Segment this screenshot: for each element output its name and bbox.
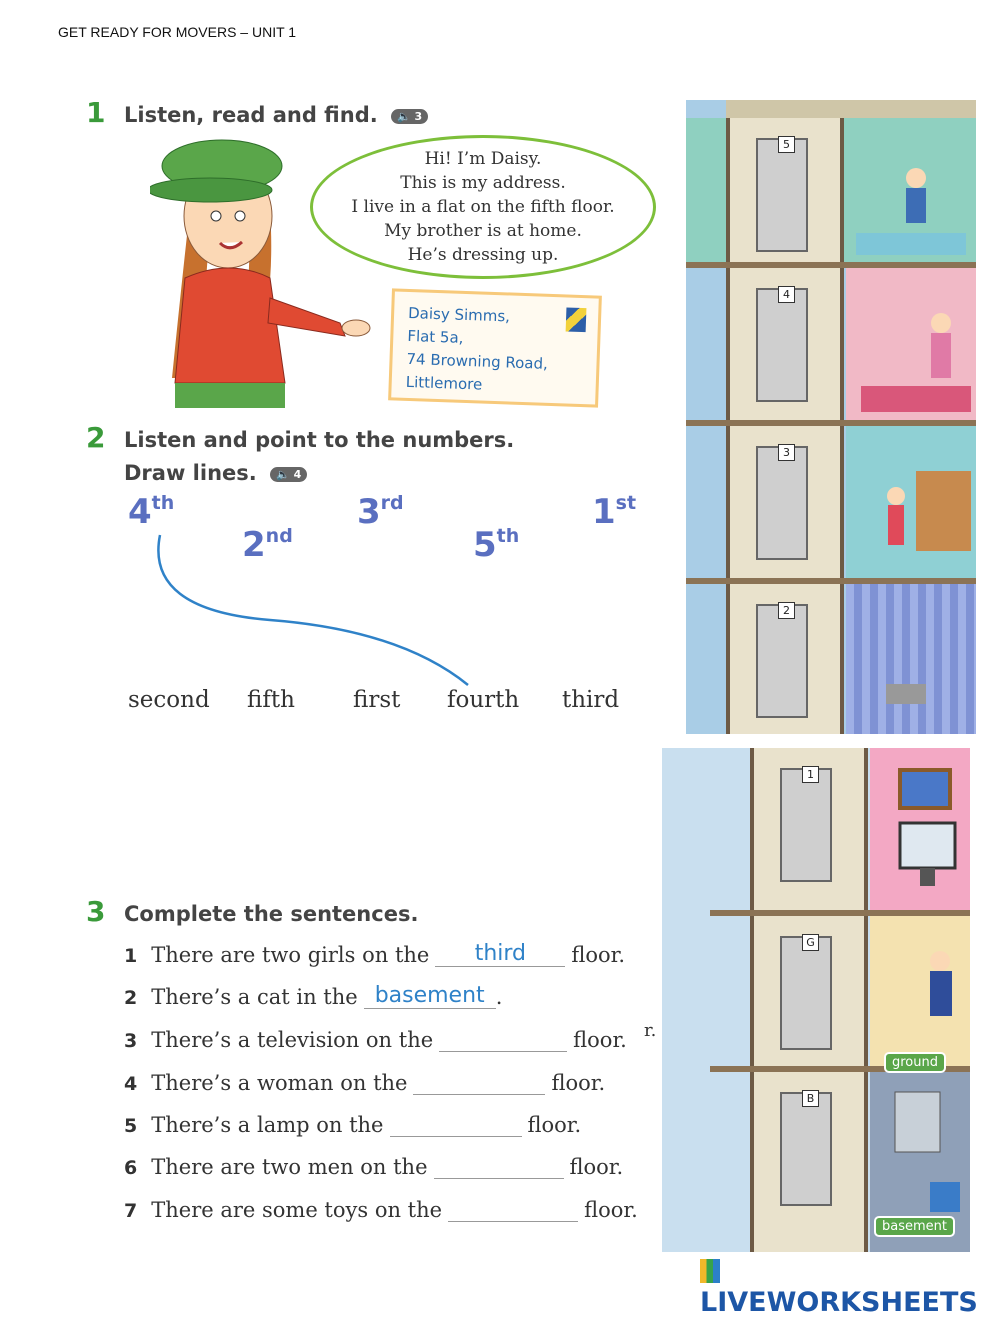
- sentence-end: floor.: [571, 943, 626, 967]
- sentence-text: There are some toys on the: [151, 1198, 443, 1222]
- sentence-number: 7: [124, 1200, 138, 1222]
- answer-blank[interactable]: [435, 941, 565, 967]
- floor-2: [686, 584, 976, 734]
- liveworksheets-logo: [700, 1256, 1000, 1318]
- ordinal-suffix: th: [151, 492, 175, 514]
- word-first[interactable]: first: [353, 687, 401, 713]
- sentence-text: There are two girls on the: [151, 943, 430, 967]
- address-line: Littlemore: [405, 372, 483, 394]
- sentence-end: floor.: [551, 1071, 606, 1095]
- floor-number: 2: [778, 602, 795, 619]
- audio-track-number: 3: [414, 109, 423, 123]
- ordinal-number: 5: [473, 525, 497, 565]
- ordinal-suffix: st: [615, 492, 637, 514]
- ordinal-suffix: th: [496, 525, 520, 547]
- sentence-3: [124, 1028, 627, 1052]
- audio-track-3-icon[interactable]: 🔈 3: [391, 109, 428, 124]
- sentence-number: 1: [124, 945, 138, 967]
- page-header: GET READY FOR MOVERS – UNIT 1: [58, 24, 297, 40]
- sentence-number: 3: [124, 1030, 138, 1052]
- ordinal-suffix: nd: [265, 525, 293, 547]
- address-card: [388, 288, 602, 407]
- sentence-text: There’s a woman on the: [151, 1071, 408, 1095]
- bubble-line: My brother is at home.: [384, 221, 582, 241]
- sentence-text: There’s a cat in the: [151, 985, 358, 1009]
- word-fifth[interactable]: fifth: [247, 687, 295, 713]
- floor-5: [686, 118, 976, 268]
- exercise-1-title-text: Listen, read and find.: [124, 103, 378, 127]
- floor-number: B: [802, 1090, 819, 1107]
- sentence-number: 5: [124, 1115, 138, 1137]
- sentence-number: 4: [124, 1073, 138, 1095]
- label-ground: ground: [884, 1052, 946, 1073]
- bubble-line: This is my address.: [400, 173, 566, 193]
- sentence-5: [124, 1113, 581, 1137]
- sentence-end: floor.: [573, 1028, 627, 1052]
- exercise-1-title: [124, 103, 428, 127]
- answer-text: third: [474, 941, 526, 966]
- ordinal-3rd[interactable]: [357, 492, 404, 532]
- answer-blank[interactable]: [439, 1029, 567, 1052]
- exercise-2-number: 2: [86, 421, 106, 454]
- bubble-line: I live in a flat on the fifth floor.: [351, 197, 615, 217]
- floor-number: 1: [802, 766, 819, 783]
- sentence-end: floor.: [527, 1113, 582, 1137]
- exercise-2-title-line2: [124, 461, 307, 485]
- address-line: Flat 5a,: [407, 326, 464, 347]
- floor-number: G: [802, 934, 819, 951]
- floor-number: 5: [778, 136, 795, 153]
- address-line: Daisy Simms,: [407, 303, 511, 326]
- sentence-text: There’s a television on the: [151, 1028, 434, 1052]
- sentence-number: 2: [124, 987, 138, 1009]
- exercise-3-title: Complete the sentences.: [124, 902, 419, 926]
- audio-track-number: 4: [293, 467, 302, 481]
- stray-text: r.: [644, 1020, 657, 1041]
- ordinal-number: 1: [592, 492, 616, 532]
- answer-blank[interactable]: [434, 1156, 564, 1179]
- sentence-end: .: [495, 985, 503, 1009]
- sentence-4: [124, 1071, 605, 1095]
- floor-number: 4: [778, 286, 795, 303]
- word-third[interactable]: third: [562, 687, 620, 713]
- ordinal-suffix: rd: [380, 492, 404, 514]
- answer-blank[interactable]: [448, 1199, 578, 1222]
- exercise-3-number: 3: [86, 895, 106, 928]
- sentence-number: 6: [124, 1157, 138, 1179]
- word-second[interactable]: second: [128, 687, 210, 713]
- ordinal-1st[interactable]: [592, 492, 636, 532]
- ordinal-number: 2: [242, 525, 266, 565]
- audio-track-4-icon[interactable]: 🔈 4: [270, 467, 307, 482]
- answer-text: basement: [374, 983, 485, 1008]
- floor-1: [710, 748, 970, 916]
- building-lower-image: [662, 748, 970, 1252]
- floor-ground: [710, 916, 970, 1072]
- floor-number: 3: [778, 444, 795, 461]
- sentence-end: floor.: [569, 1155, 624, 1179]
- sentence-end: floor.: [584, 1198, 638, 1222]
- exercise-1-number: 1: [86, 96, 106, 129]
- stamp-icon: [566, 307, 587, 332]
- sentence-1: [124, 943, 625, 967]
- logo-text: LIVEWORKSHEETS: [700, 1287, 978, 1318]
- address-line: 74 Browning Road,: [406, 349, 549, 373]
- label-basement: basement: [874, 1216, 955, 1237]
- ordinal-4th[interactable]: [128, 492, 174, 532]
- speech-bubble: [310, 135, 656, 279]
- ordinal-number: 3: [357, 492, 381, 532]
- word-fourth[interactable]: fourth: [447, 687, 520, 713]
- exercise-2-title-line1: Listen and point to the numbers.: [124, 428, 515, 452]
- floor-3: [686, 426, 976, 584]
- answer-blank[interactable]: [413, 1072, 545, 1095]
- logo-icon: [700, 1259, 720, 1283]
- answer-blank[interactable]: [390, 1114, 522, 1137]
- sentence-text: There are two men on the: [151, 1155, 428, 1179]
- floor-4: [686, 268, 976, 426]
- answer-blank[interactable]: [364, 983, 496, 1009]
- sentence-text: There’s a lamp on the: [151, 1113, 384, 1137]
- building-upper-image: [686, 100, 976, 734]
- bubble-line: Hi! I’m Daisy.: [424, 149, 542, 169]
- sentence-7: [124, 1198, 638, 1222]
- sentence-6: [124, 1155, 623, 1179]
- sentence-2: [124, 985, 502, 1009]
- exercise-2-title-text: Draw lines.: [124, 461, 257, 485]
- drawn-match-line[interactable]: [150, 530, 490, 690]
- bubble-line: He’s dressing up.: [407, 245, 559, 265]
- ordinal-number: 4: [128, 492, 152, 532]
